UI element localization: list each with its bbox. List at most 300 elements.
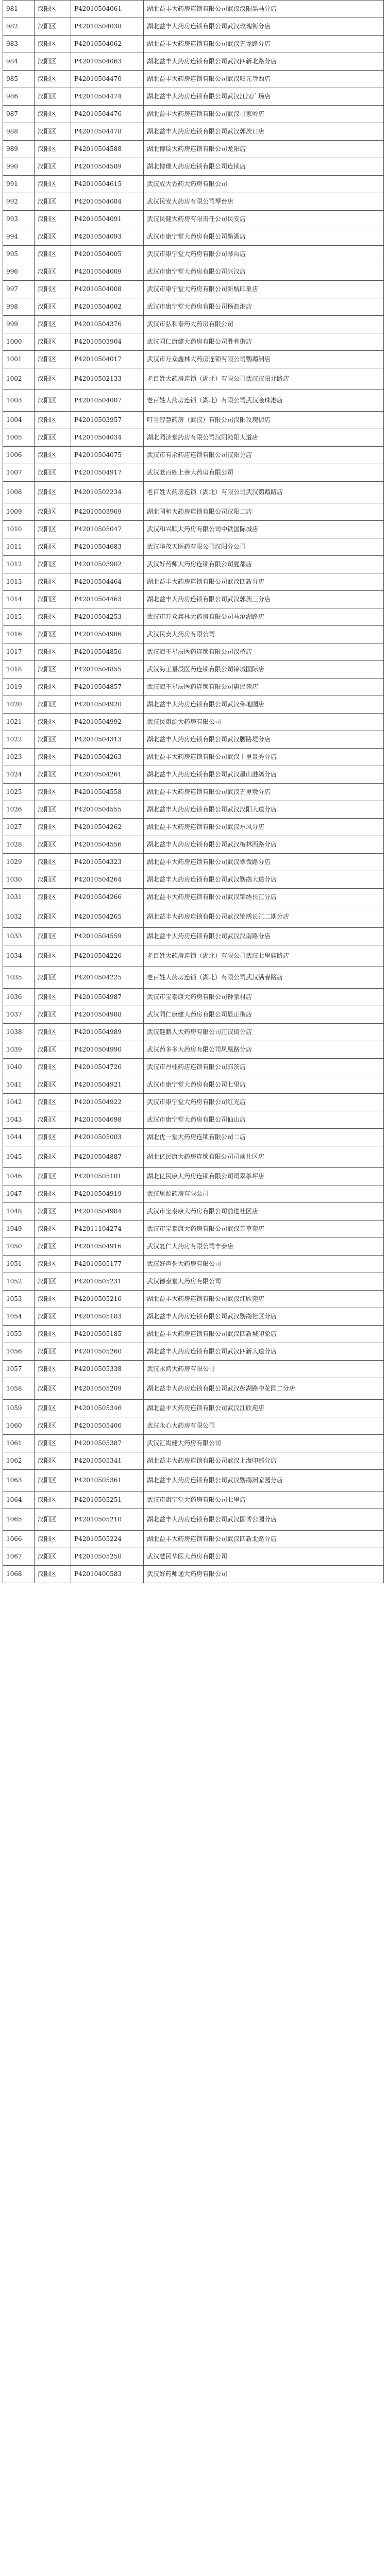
district-cell: 汉阳区 [35, 989, 71, 1006]
company-name-cell: 武汉慧民华医大药房有限公司 [144, 1548, 384, 1566]
license-cell: P42010505250 [71, 1548, 144, 1566]
license-cell: P42010505346 [71, 1400, 144, 1417]
table-row [3, 608, 384, 626]
license-cell: P42010504916 [71, 1238, 144, 1256]
company-name-cell: 湖北益丰大药房连锁有限公司武汉腰路堤分店 [144, 731, 384, 749]
district-cell: 汉阳区 [35, 1509, 71, 1531]
table-row [3, 1111, 384, 1129]
row-number: 986 [3, 88, 35, 106]
company-name-cell: 武汉好声誉大药房有限公司 [144, 1256, 384, 1273]
row-number: 984 [3, 53, 35, 71]
table-row [3, 591, 384, 608]
row-number: 1025 [3, 784, 35, 801]
company-name-cell: 武汉思源药房有限公司 [144, 1185, 384, 1203]
license-cell: P42010504856 [71, 643, 144, 661]
records-body [3, 1, 384, 1583]
company-name-cell: 湖北亿民康大药房连锁有限公司司前社区店 [144, 1146, 384, 1168]
license-cell: P42010505406 [71, 1417, 144, 1435]
company-name-cell: 武汉成大香药大药房有限公司 [144, 176, 384, 193]
company-name-cell: 老百姓大药房连锁（湖北）有限公司武汉金珠港店 [144, 390, 384, 412]
row-number: 1053 [3, 1291, 35, 1308]
license-cell: P42010504474 [71, 88, 144, 106]
company-name-cell: 武汉老百姓上善大药房有限公司 [144, 464, 384, 482]
table-row [3, 906, 384, 928]
license-cell: P42010504093 [71, 228, 144, 246]
district-cell: 汉阳区 [35, 714, 71, 731]
company-name-cell: 湖北益丰大药房连锁有限公司武汉东风分店 [144, 819, 384, 836]
company-name-cell: 湖北益丰大药房连锁有限公司武汉鹦鹉洲家园分店 [144, 1470, 384, 1492]
table-row [3, 1185, 384, 1203]
company-name-cell: 武汉市康宁堂大药房有限公司兴汉店 [144, 263, 384, 281]
row-number: 1007 [3, 464, 35, 482]
table-row [3, 1059, 384, 1076]
company-name-cell: 湖北益丰大药房连锁有限公司武汉翠微路分店 [144, 854, 384, 871]
company-name-cell: 老百姓大药房连锁（湖北）有限公司武汉满春路店 [144, 967, 384, 989]
row-number: 1006 [3, 447, 35, 464]
row-number: 1054 [3, 1308, 35, 1326]
company-name-cell: 武汉同仁康健大药房有限公司胜利街店 [144, 333, 384, 351]
license-cell: P42010504009 [71, 263, 144, 281]
table-row [3, 211, 384, 228]
table-row [3, 696, 384, 714]
table-row [3, 928, 384, 945]
license-cell: P42010505210 [71, 1509, 144, 1531]
company-name-cell: 湖北益丰大药房连锁有限公司武汉汉阳大道分店 [144, 801, 384, 819]
row-number: 1046 [3, 1168, 35, 1185]
row-number: 1023 [3, 749, 35, 766]
table-row [3, 1470, 384, 1492]
table-row [3, 412, 384, 429]
license-cell: P42010504261 [71, 766, 144, 784]
district-cell: 汉阳区 [35, 1238, 71, 1256]
company-name-cell: 武汉海王星辰医药连锁有限公司锦城国际店 [144, 661, 384, 679]
company-name-cell: 湖北益丰大药房连锁有限公司武汉汉南路分店 [144, 928, 384, 945]
district-cell: 汉阳区 [35, 53, 71, 71]
row-number: 1002 [3, 368, 35, 390]
company-name-cell: 老百姓大药房连锁（湖北）有限公司武汉七里庙路店 [144, 945, 384, 967]
row-number: 1045 [3, 1146, 35, 1168]
table-row [3, 71, 384, 88]
district-cell: 汉阳区 [35, 784, 71, 801]
table-row [3, 53, 384, 71]
table-row [3, 1, 384, 18]
district-cell: 汉阳区 [35, 36, 71, 53]
company-name-cell: 湖北益丰大药房连锁有限公司武汉四新北路分店 [144, 1531, 384, 1548]
row-number: 1039 [3, 1041, 35, 1059]
company-name-cell: 老百姓大药房连锁（湖北）有限公司武汉鹦鹉路店 [144, 482, 384, 503]
row-number: 1050 [3, 1238, 35, 1256]
license-cell: P42010504855 [71, 661, 144, 679]
district-cell: 汉阳区 [35, 158, 71, 176]
row-number: 1056 [3, 1343, 35, 1361]
company-name-cell: 湖北益丰大药房连锁有限公司武汉锦绣长江二期分店 [144, 906, 384, 928]
company-name-cell: 湖北益丰大药房连锁有限公司武汉玫瑰街分店 [144, 18, 384, 36]
company-name-cell: 武汉华茂天医药有限公司汉阳分公司 [144, 538, 384, 556]
table-row [3, 263, 384, 281]
license-cell: P42010504921 [71, 1076, 144, 1094]
company-name-cell: 武汉民安大药房有限公司 [144, 626, 384, 643]
table-row [3, 298, 384, 316]
district-cell: 汉阳区 [35, 1400, 71, 1417]
district-cell: 汉阳区 [35, 1361, 71, 1378]
district-cell: 汉阳区 [35, 1548, 71, 1566]
district-cell: 汉阳区 [35, 429, 71, 447]
table-row [3, 889, 384, 906]
table-row [3, 316, 384, 333]
company-name-cell: 武汉健鹏人大药房有限公司江汉街分店 [144, 1024, 384, 1041]
row-number: 983 [3, 36, 35, 53]
table-row [3, 1326, 384, 1343]
company-name-cell: 湖北益丰大药房连锁有限公司武汉司家岭店 [144, 106, 384, 123]
table-row [3, 679, 384, 696]
row-number: 990 [3, 158, 35, 176]
district-cell: 汉阳区 [35, 1378, 71, 1400]
district-cell: 汉阳区 [35, 298, 71, 316]
license-cell: P42010504463 [71, 591, 144, 608]
table-row [3, 141, 384, 158]
license-cell: P42010504989 [71, 1024, 144, 1041]
table-row [3, 1417, 384, 1435]
district-cell: 汉阳区 [35, 854, 71, 871]
license-cell: P42010504062 [71, 36, 144, 53]
table-row [3, 1343, 384, 1361]
company-name-cell: 湖北益丰大药房连锁有限公司武汉江欣苑店 [144, 1291, 384, 1308]
row-number: 997 [3, 281, 35, 298]
table-row [3, 123, 384, 141]
district-cell: 汉阳区 [35, 573, 71, 591]
company-name-cell: 武汉市弘和泰药大药房有限公司 [144, 316, 384, 333]
company-name-cell: 湖北亿民康大药房连锁有限公司司翠茶坪店 [144, 1168, 384, 1185]
district-cell: 汉阳区 [35, 1059, 71, 1076]
license-cell: P42010504265 [71, 906, 144, 928]
table-row [3, 447, 384, 464]
district-cell: 汉阳区 [35, 482, 71, 503]
district-cell: 汉阳区 [35, 731, 71, 749]
table-row [3, 333, 384, 351]
table-row [3, 819, 384, 836]
district-cell: 汉阳区 [35, 749, 71, 766]
table-row [3, 731, 384, 749]
row-number: 1016 [3, 626, 35, 643]
district-cell: 汉阳区 [35, 1256, 71, 1273]
license-cell: P42010504007 [71, 390, 144, 412]
table-row [3, 626, 384, 643]
district-cell: 汉阳区 [35, 18, 71, 36]
row-number: 994 [3, 228, 35, 246]
row-number: 1061 [3, 1435, 35, 1452]
company-name-cell: 武汉和兴顺大药房有限公司中铁国际城店 [144, 521, 384, 538]
company-name-cell: 武汉市康宁堂大药房有限公司仙山店 [144, 1111, 384, 1129]
table-row [3, 749, 384, 766]
table-row [3, 503, 384, 521]
row-number: 1009 [3, 503, 35, 521]
license-cell: P42010504857 [71, 679, 144, 696]
row-number: 1067 [3, 1548, 35, 1566]
license-cell: P42011104274 [71, 1221, 144, 1238]
district-cell: 汉阳区 [35, 836, 71, 854]
district-cell: 汉阳区 [35, 1492, 71, 1509]
district-cell: 汉阳区 [35, 1221, 71, 1238]
district-cell: 汉阳区 [35, 1076, 71, 1094]
company-name-cell: 湖北博瑞大药房连锁有限公司连锁店 [144, 158, 384, 176]
company-name-cell: 武汉市康宁堂大药房有限公司墨湖店 [144, 228, 384, 246]
license-cell: P42010504005 [71, 246, 144, 263]
row-number: 1018 [3, 661, 35, 679]
table-row [3, 368, 384, 390]
district-cell: 汉阳区 [35, 626, 71, 643]
district-cell: 汉阳区 [35, 1111, 71, 1129]
district-cell: 汉阳区 [35, 556, 71, 573]
license-cell: P42010505387 [71, 1435, 144, 1452]
row-number: 1062 [3, 1452, 35, 1470]
license-cell: P42010505177 [71, 1256, 144, 1273]
table-row [3, 281, 384, 298]
row-number: 1038 [3, 1024, 35, 1041]
license-cell: P42010504919 [71, 1185, 144, 1203]
license-cell: P42010502234 [71, 482, 144, 503]
district-cell: 汉阳区 [35, 1203, 71, 1221]
district-cell: 汉阳区 [35, 1006, 71, 1024]
row-number: 1031 [3, 889, 35, 906]
license-cell: P42010504887 [71, 1146, 144, 1168]
district-cell: 汉阳区 [35, 390, 71, 412]
district-cell: 汉阳区 [35, 819, 71, 836]
license-cell: P42010504920 [71, 696, 144, 714]
company-name-cell: 湖北益丰大药房连锁有限公司武汉四新分店 [144, 573, 384, 591]
company-name-cell: 武汉民安大药房有限公司琴台店 [144, 193, 384, 211]
district-cell: 汉阳区 [35, 1452, 71, 1470]
license-cell: P42010503904 [71, 333, 144, 351]
company-name-cell: 武汉市宝泰康大药房有限公司前进社区店 [144, 1203, 384, 1221]
district-cell: 汉阳区 [35, 1470, 71, 1492]
license-cell: P42010504558 [71, 784, 144, 801]
row-number: 1011 [3, 538, 35, 556]
row-number: 991 [3, 176, 35, 193]
district-cell: 汉阳区 [35, 1326, 71, 1343]
license-cell: P42010505003 [71, 1129, 144, 1146]
district-cell: 汉阳区 [35, 228, 71, 246]
district-cell: 汉阳区 [35, 176, 71, 193]
table-row [3, 945, 384, 967]
row-number: 1003 [3, 390, 35, 412]
company-name-cell: 湖北益丰大药房连锁有限公司武汉汉阳黑马分店 [144, 1, 384, 18]
row-number: 995 [3, 246, 35, 263]
table-row [3, 854, 384, 871]
license-cell: P42010505260 [71, 1343, 144, 1361]
district-cell: 汉阳区 [35, 967, 71, 989]
row-number: 1008 [3, 482, 35, 503]
table-row [3, 801, 384, 819]
table-row [3, 1452, 384, 1470]
table-row [3, 1308, 384, 1326]
row-number: 1028 [3, 836, 35, 854]
company-name-cell: 湖北益丰大药房连锁有限公司武汉佛地园店 [144, 696, 384, 714]
row-number: 1010 [3, 521, 35, 538]
license-cell: P42010504263 [71, 749, 144, 766]
license-cell: P42010504470 [71, 71, 144, 88]
table-row [3, 643, 384, 661]
district-cell: 汉阳区 [35, 643, 71, 661]
row-number: 985 [3, 71, 35, 88]
company-name-cell: 湖北益丰大药房连锁有限公司武汉四新城印象店 [144, 1326, 384, 1343]
company-name-cell: 武汉永心大药房有限公司 [144, 1417, 384, 1435]
table-row [3, 1256, 384, 1273]
row-number: 1066 [3, 1531, 35, 1548]
row-number: 1068 [3, 1566, 35, 1583]
license-cell: P42010504262 [71, 819, 144, 836]
company-name-cell: 湖北益丰大药房连锁有限公司武汉四新北路分店 [144, 53, 384, 71]
license-cell: P42010504002 [71, 298, 144, 316]
company-name-cell: 湖北同济堂药房有限公司汉阳沌阳大道店 [144, 429, 384, 447]
license-cell: P42010504559 [71, 928, 144, 945]
license-cell: P42010504091 [71, 211, 144, 228]
row-number: 988 [3, 123, 35, 141]
district-cell: 汉阳区 [35, 263, 71, 281]
table-row [3, 1094, 384, 1111]
table-row [3, 193, 384, 211]
row-number: 987 [3, 106, 35, 123]
district-cell: 汉阳区 [35, 1291, 71, 1308]
row-number: 1026 [3, 801, 35, 819]
district-cell: 汉阳区 [35, 1146, 71, 1168]
license-cell: P42010505047 [71, 521, 144, 538]
company-name-cell: 湖北益丰大药房连锁有限公司武汉五里墩分店 [144, 784, 384, 801]
license-cell: P42010504726 [71, 1059, 144, 1076]
district-cell: 汉阳区 [35, 368, 71, 390]
company-name-cell: 武汉市宝泰康大药房有限公司钟家村店 [144, 989, 384, 1006]
row-number: 1013 [3, 573, 35, 591]
table-row [3, 538, 384, 556]
district-cell: 汉阳区 [35, 447, 71, 464]
row-number: 1012 [3, 556, 35, 573]
company-name-cell: 湖北博瑞大药房连锁有限公司龙阳店 [144, 141, 384, 158]
company-name-cell: 武汉药多多大药房有限公司凤凰路分店 [144, 1041, 384, 1059]
row-number: 1049 [3, 1221, 35, 1238]
district-cell: 汉阳区 [35, 211, 71, 228]
license-cell: P42010504253 [71, 608, 144, 626]
company-name-cell: 湖北益丰大药房连锁有限公司武汉郭茨口店 [144, 123, 384, 141]
row-number: 1044 [3, 1129, 35, 1146]
company-name-cell: 武汉民健大药房有限责任公司民安店 [144, 211, 384, 228]
row-number: 1059 [3, 1400, 35, 1417]
district-cell: 汉阳区 [35, 538, 71, 556]
district-cell: 汉阳区 [35, 1308, 71, 1326]
table-row [3, 1435, 384, 1452]
district-cell: 汉阳区 [35, 801, 71, 819]
table-row [3, 88, 384, 106]
table-row [3, 36, 384, 53]
license-cell: P42010504992 [71, 714, 144, 731]
license-cell: P42010504987 [71, 989, 144, 1006]
row-number: 999 [3, 316, 35, 333]
license-cell: P42010503902 [71, 556, 144, 573]
table-row [3, 1378, 384, 1400]
row-number: 1043 [3, 1111, 35, 1129]
row-number: 1014 [3, 591, 35, 608]
row-number: 996 [3, 263, 35, 281]
district-cell: 汉阳区 [35, 106, 71, 123]
row-number: 1001 [3, 351, 35, 368]
row-number: 1036 [3, 989, 35, 1006]
company-name-cell: 湖北益丰大药房连锁有限公司武汉彭湖路中花园二分店 [144, 1378, 384, 1400]
district-cell: 汉阳区 [35, 696, 71, 714]
row-number: 1021 [3, 714, 35, 731]
district-cell: 汉阳区 [35, 281, 71, 298]
district-cell: 汉阳区 [35, 1566, 71, 1583]
license-cell: P42010504476 [71, 106, 144, 123]
table-row [3, 1006, 384, 1024]
license-cell: P42010504017 [71, 351, 144, 368]
license-cell: P42010504266 [71, 889, 144, 906]
table-row [3, 1492, 384, 1509]
district-cell: 汉阳区 [35, 679, 71, 696]
row-number: 1042 [3, 1094, 35, 1111]
company-name-cell: 武汉好药师大药房连锁有限公司夏都店 [144, 556, 384, 573]
license-cell: P42010504683 [71, 538, 144, 556]
row-number: 1055 [3, 1326, 35, 1343]
company-name-cell: 湖北益丰大药房连锁有限公司武汉国博公园分店 [144, 1509, 384, 1531]
district-cell: 汉阳区 [35, 71, 71, 88]
row-number: 1037 [3, 1006, 35, 1024]
license-cell: P42010505216 [71, 1291, 144, 1308]
company-name-cell: 湖北益丰大药房连锁有限公司武汉墨山港湾分店 [144, 766, 384, 784]
table-row [3, 1203, 384, 1221]
company-name-cell: 湖北优一堂大药房连锁有限公司二店 [144, 1129, 384, 1146]
district-cell: 汉阳区 [35, 906, 71, 928]
company-name-cell: 湖北益丰大药房连锁有限公司武汉上海印部分店 [144, 1452, 384, 1470]
company-name-cell: 湖北益丰大药房连锁有限公司武汉梅林西路分店 [144, 836, 384, 854]
table-row [3, 1400, 384, 1417]
table-row [3, 661, 384, 679]
district-cell: 汉阳区 [35, 608, 71, 626]
row-number: 1022 [3, 731, 35, 749]
district-cell: 汉阳区 [35, 246, 71, 263]
row-number: 1024 [3, 766, 35, 784]
company-name-cell: 武汉市康宁堂大药房有限公司七里店 [144, 1076, 384, 1094]
company-name-cell: 湖北益丰大药房连锁有限公司武汉鹦鹉大道分店 [144, 871, 384, 889]
row-number: 1029 [3, 854, 35, 871]
company-name-cell: 湖北益丰大药房连锁有限公司武汉归元寺西店 [144, 71, 384, 88]
row-number: 989 [3, 141, 35, 158]
license-cell: P42010505101 [71, 1168, 144, 1185]
table-row [3, 1238, 384, 1256]
table-row [3, 228, 384, 246]
row-number: 1004 [3, 412, 35, 429]
license-cell: P42010504990 [71, 1041, 144, 1059]
company-name-cell: 武汉市康宁堂大药房有限公司琴台店 [144, 246, 384, 263]
row-number: 1033 [3, 928, 35, 945]
row-number: 1034 [3, 945, 35, 967]
district-cell: 汉阳区 [35, 464, 71, 482]
license-cell: P42010504917 [71, 464, 144, 482]
license-cell: P42010503969 [71, 503, 144, 521]
row-number: 1060 [3, 1417, 35, 1435]
table-row [3, 1076, 384, 1094]
table-row [3, 1041, 384, 1059]
table-row [3, 1168, 384, 1185]
license-cell: P42010504556 [71, 836, 144, 854]
district-cell: 汉阳区 [35, 123, 71, 141]
row-number: 998 [3, 298, 35, 316]
company-name-cell: 武汉海王星辰医药连锁有限公司汉桥店 [144, 643, 384, 661]
district-cell: 汉阳区 [35, 1094, 71, 1111]
table-row [3, 106, 384, 123]
company-name-cell: 武汉海王星辰医药连锁有限公司惠民苑店 [144, 679, 384, 696]
row-number: 982 [3, 18, 35, 36]
license-cell: P42010504084 [71, 193, 144, 211]
district-cell: 汉阳区 [35, 1531, 71, 1548]
row-number: 1032 [3, 906, 35, 928]
